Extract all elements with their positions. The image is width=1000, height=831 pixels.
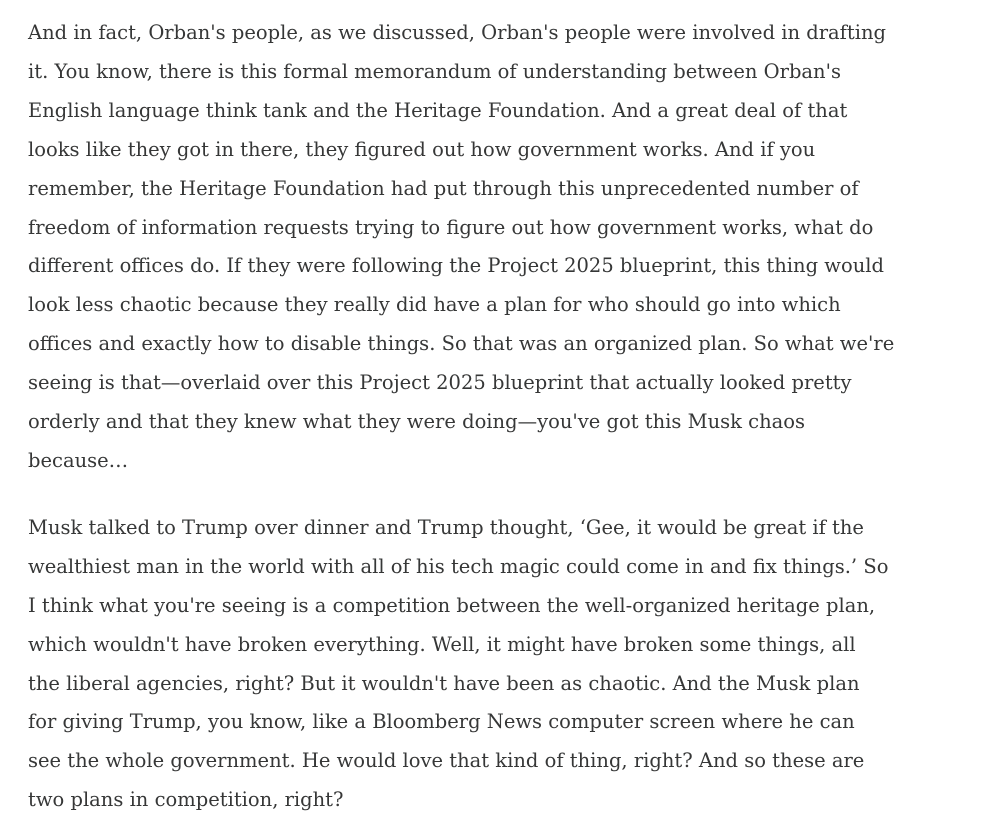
text-line: it. You know, there is this formal memorandum of understanding between Orban's bbox=[28, 59, 841, 83]
text-line: look less chaotic because they really did have a plan for who should go into which bbox=[28, 293, 841, 317]
text-line: I think what you're seeing is a competition between the well-organized heritage plan, bbox=[28, 593, 876, 617]
paragraph-1 bbox=[28, 14, 972, 481]
text-line: see the whole government. He would love that kind of thing, right? And so these are bbox=[28, 749, 865, 773]
text-line: remember, the Heritage Foundation had put through this unprecedented number of bbox=[28, 176, 859, 200]
text-line: And in fact, Orban's people, as we discussed, Orban's people were involved in drafting bbox=[28, 21, 887, 44]
text-line: English language think tank and the Heritage Foundation. And a great deal of that bbox=[28, 98, 848, 122]
text-line: offices and exactly how to disable things. So that was an organized plan. So what we're bbox=[28, 332, 895, 356]
text-line: looks like they got in there, they figured out how government works. And if you bbox=[28, 137, 816, 161]
text-line: because… bbox=[28, 448, 129, 472]
text-line: wealthiest man in the world with all of his tech magic could come in and fix things.’ So bbox=[28, 554, 889, 578]
text-line: two plans in competition, right? bbox=[28, 788, 344, 812]
text-line: for giving Trump, you know, like a Bloomberg News computer screen where he can bbox=[28, 710, 855, 734]
text-line: freedom of information requests trying to figure out how government works, what do bbox=[28, 215, 874, 239]
text-line: Musk talked to Trump over dinner and Trump thought, ‘Gee, it would be great if the bbox=[28, 515, 864, 539]
paragraph-2 bbox=[28, 509, 972, 820]
text-line: orderly and that they knew what they were doing—you've got this Musk chaos bbox=[28, 410, 806, 434]
paragraph-spacer bbox=[28, 481, 972, 509]
text-line: the liberal agencies, right? But it wouldn't have been as chaotic. And the Musk plan bbox=[28, 671, 860, 695]
text-line: which wouldn't have broken everything. Well, it might have broken some things, all bbox=[28, 632, 856, 656]
article-body bbox=[28, 14, 972, 820]
text-line: seeing is that—overlaid over this Project 2025 blueprint that actually looked pretty bbox=[28, 371, 852, 395]
text-line: different offices do. If they were following the Project 2025 blueprint, this thing would bbox=[28, 254, 884, 278]
